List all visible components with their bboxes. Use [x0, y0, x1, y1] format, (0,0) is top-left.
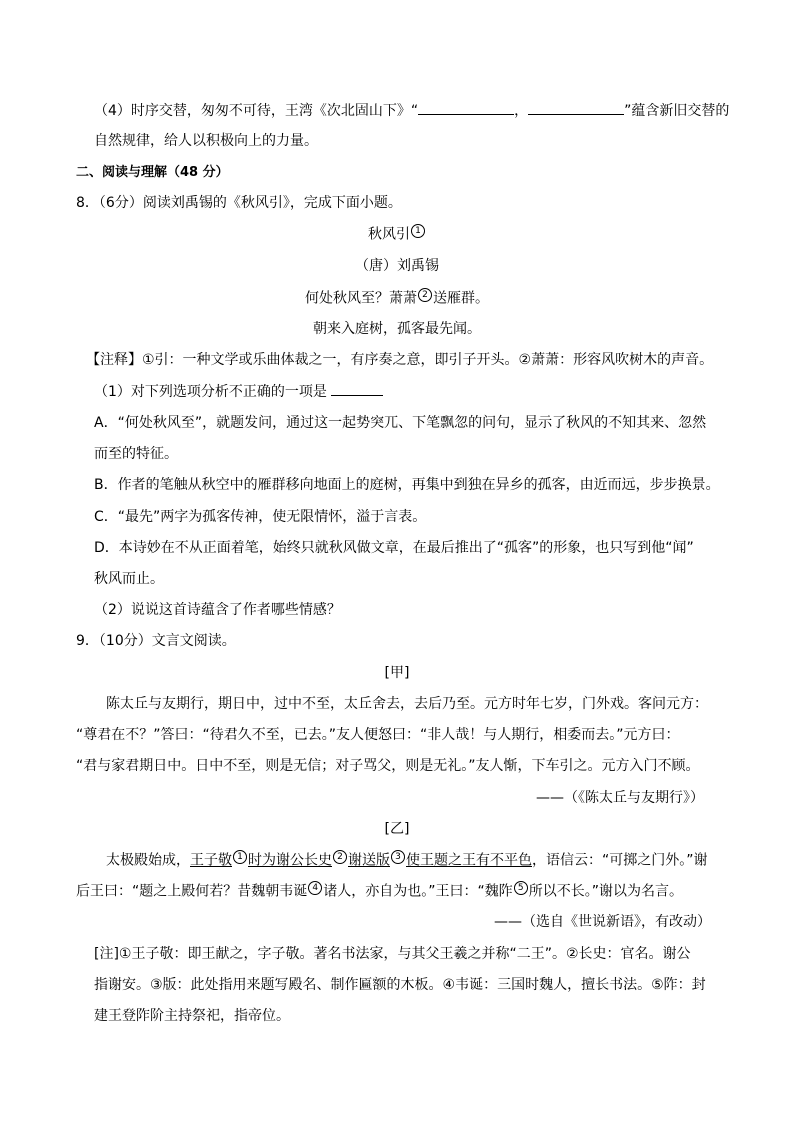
jia-para-line3: “君与家君期日中。日中不至，则是无信；对子骂父，则是无礼。”友人惭，下车引之。元方入门不顾。 [76, 758, 700, 774]
q7-4-line2: 自然规律，给人以积极向上的力量。 [94, 133, 318, 149]
underlined-phrase-1: 王子敬 [190, 852, 232, 869]
yi-notes-line1: [注]①王子敬：即王献之，字子敬。著名书法家，与其父王羲之并称“二王”。②长史：官名。谢公 [94, 946, 691, 962]
poem-title: 秋风引 [368, 226, 410, 243]
option-a-line1: A．“何处秋风至”，就题发问，通过这一起势突兀、下笔飘忽的问句，显示了秋风的不知其来、忽然 [94, 415, 707, 431]
q8-sub1 [94, 381, 383, 402]
yi-notes-line2: 指谢安。③版：此处指用来题写殿名、制作匾额的木板。④韦诞：三国时魏人，擅长书法。⑤阼：封 [94, 977, 706, 993]
note-marker-3: 3 [391, 850, 405, 864]
poem-author: （唐）刘禹锡 [355, 258, 439, 274]
option-c: C．“最先”两字为孤客传神，使无限情怀，溢于言表。 [94, 509, 427, 525]
yi-text: 所以不长。”谢以为名言。 [528, 883, 684, 900]
answer-blank-3[interactable] [331, 381, 383, 396]
q7-4-line1 [94, 100, 729, 121]
q8-sub2: （2）说说这首诗蕴含了作者哪些情感？ [94, 602, 341, 618]
yi-text: ，语信云：“可掷之门外。”谢 [532, 852, 708, 869]
q8-stem: 8．（6分）阅读刘禹锡的《秋风引》，完成下面小题。 [76, 195, 402, 211]
jia-source: ——（《陈太丘与友期行》） [536, 790, 704, 806]
yi-notes-line3: 建王登阼阶主持祭祀，指帝位。 [94, 1008, 290, 1024]
q9-stem: 9．（10分）文言文阅读。 [76, 633, 236, 649]
poem-line1-a: 何处秋风至？萧萧 [305, 290, 417, 307]
note-marker-2: 2 [333, 850, 347, 864]
text-jia-label: [甲] [384, 665, 410, 681]
note-marker-4: 4 [308, 881, 322, 895]
yi-text: 后王曰：“题之上殿何若？昔魏朝韦诞 [76, 883, 308, 900]
jia-para-line2: “尊君在不？”答曰：“待君久不至，已去。”友人便怒曰：“非人哉！与人期行，相委而去。”元方曰： [76, 727, 680, 743]
note-marker-2: 2 [418, 288, 432, 302]
yi-para-line1 [106, 850, 708, 871]
poem-line1-b: 送雁群。 [433, 290, 489, 307]
q8-sub1-text: （1）对下列选项分析不正确的一项是 [94, 384, 327, 400]
yi-source: ——（选自《世说新语》，有改动） [494, 914, 711, 930]
answer-blank-2[interactable] [528, 100, 624, 115]
q7-4-text-b: ”蕴含新旧交替的 [624, 103, 730, 119]
underlined-phrase-3: 谢送版 [348, 852, 390, 869]
underlined-phrase-2: 时为谢公长史 [248, 852, 332, 869]
option-a-line2: 而至的特征。 [94, 446, 178, 462]
jia-para-line1: 陈太丘与友期行，期日中，过中不至，太丘舍去，去后乃至。元方时年七岁，门外戏。客问元方： [106, 696, 708, 712]
poem-notes: 【注释】①引：一种文学或乐曲体裁之一，有序奏之意，即引子开头。②萧萧：形容风吹树木的声音。 [86, 352, 714, 368]
poem-line2: 朝来入庭树，孤客最先闻。 [313, 321, 481, 337]
q7-4-sep: ， [514, 103, 529, 119]
yi-text: 太极殿始成， [106, 852, 190, 869]
note-marker-5: 5 [514, 881, 528, 895]
yi-text: 诸人，亦自为也。”王曰：“魏阼 [323, 883, 513, 900]
section2-title: 二、阅读与理解（48 分） [76, 165, 229, 180]
poem-title-line [0, 224, 794, 245]
yi-para-line2 [76, 881, 683, 902]
note-marker-1: 1 [411, 224, 425, 238]
answer-blank-1[interactable] [418, 100, 514, 115]
option-d-line2: 秋风而止。 [94, 571, 164, 587]
text-yi-label: [乙] [384, 821, 410, 837]
q7-4-text-a: （4）时序交替，匆匆不可待，王湾《次北固山下》“ [94, 103, 419, 119]
underlined-phrase-4: 使王题之王有不平色 [406, 852, 532, 869]
note-marker-1: 1 [233, 850, 247, 864]
poem-line1 [0, 288, 794, 309]
option-b: B．作者的笔触从秋空中的雁群移向地面上的庭树，再集中到独在异乡的孤客，由近而远，步步换景。 [94, 477, 720, 493]
option-d-line1: D．本诗妙在不从正面着笔，始终只就秋风做文章，在最后推出了“孤客”的形象，也只写到他“闻” [94, 540, 694, 556]
